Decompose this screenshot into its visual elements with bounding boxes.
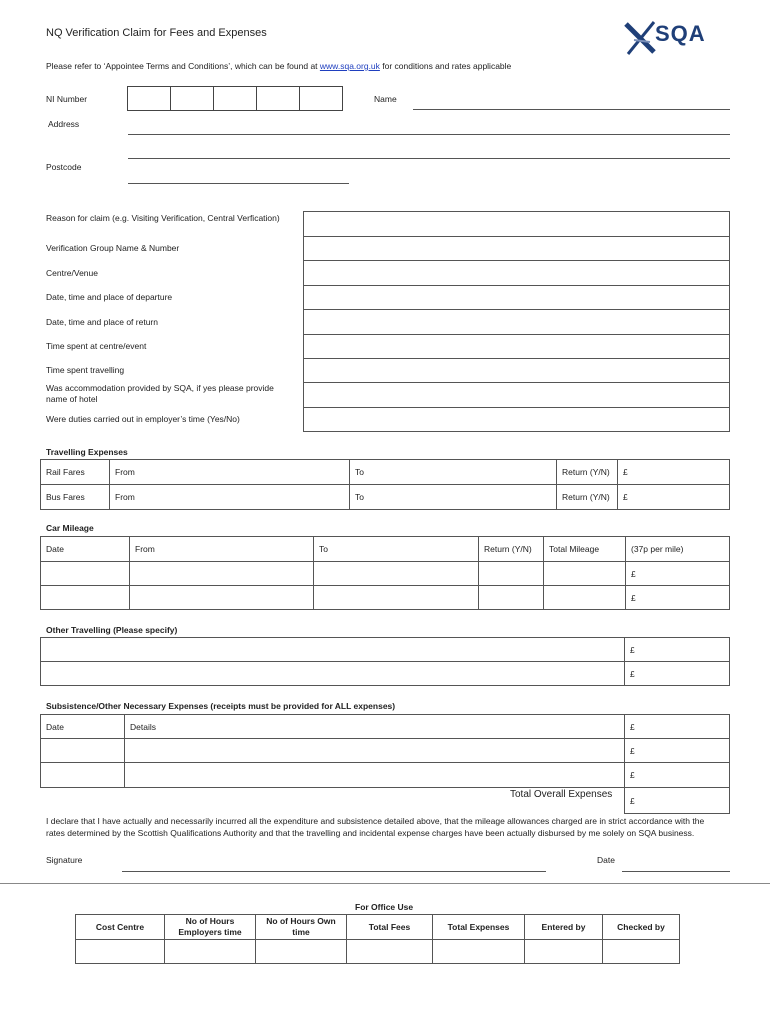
table-row — [76, 940, 680, 964]
travelling-table — [40, 459, 730, 510]
time-at-centre-input[interactable] — [304, 335, 730, 359]
return-field[interactable]: Return (Y/N) — [557, 460, 618, 485]
centre-label: Centre/Venue — [46, 268, 98, 278]
col-date: Date — [41, 715, 125, 739]
subsistence-heading: Subsistence/Other Necessary Expenses (receipts must be provided for ALL expenses) — [46, 701, 396, 711]
to-field[interactable]: To — [350, 485, 557, 510]
total-table — [624, 787, 730, 814]
reason-label: Reason for claim (e.g. Visiting Verification, Central Verfication) — [46, 213, 280, 223]
accommodation-input[interactable] — [304, 383, 730, 408]
declaration-text: I declare that I have actually and necessarily incurred all the expenditure and subsistence detailed above, that the mileage allowances charged are in strict accordance with the rates determined by the Scottish Qualifications Authority and that the travelling and incidental expense charges have been actually disbursed by me solely on SQA business. — [46, 816, 705, 838]
centre-input[interactable] — [304, 261, 730, 286]
amount-cell[interactable]: £ — [625, 739, 730, 763]
office-table — [75, 914, 680, 964]
ni-box[interactable] — [170, 86, 214, 111]
details-cell[interactable] — [125, 739, 625, 763]
ni-number-label: NI Number — [46, 94, 88, 104]
return-label: Date, time and place of return — [46, 317, 158, 327]
postcode-field[interactable] — [128, 183, 349, 184]
col-to: To — [314, 537, 479, 562]
reason-input[interactable] — [304, 212, 730, 237]
hours-employer-cell[interactable] — [165, 940, 256, 964]
col-from: From — [130, 537, 314, 562]
address-field-line-2[interactable] — [128, 158, 730, 159]
accommodation-label: Was accommodation provided by SQA, if yes please provide name of hotel — [46, 383, 274, 404]
mileage-cell[interactable] — [544, 586, 626, 610]
ni-box[interactable] — [127, 86, 171, 111]
table-row — [41, 763, 730, 788]
to-cell[interactable] — [314, 562, 479, 586]
office-heading: For Office Use — [355, 902, 414, 912]
col-return: Return (Y/N) — [479, 537, 544, 562]
time-travelling-input[interactable] — [304, 359, 730, 383]
travelling-heading: Travelling Expenses — [46, 447, 128, 457]
col-total-expenses: Total Expenses — [433, 915, 525, 940]
signature-field[interactable] — [122, 871, 546, 872]
col-checked-by: Checked by — [603, 915, 680, 940]
page-title: NQ Verification Claim for Fees and Expenses — [46, 27, 267, 39]
travel-type: Bus Fares — [41, 485, 110, 510]
table-row — [41, 739, 730, 763]
col-cost-centre: Cost Centre — [76, 915, 165, 940]
other-table — [40, 637, 730, 686]
ni-box[interactable] — [213, 86, 257, 111]
amount-cell[interactable]: £ — [625, 715, 730, 739]
ni-number-input[interactable] — [128, 86, 343, 111]
name-label: Name — [374, 94, 397, 104]
amount-field[interactable]: £ — [618, 485, 730, 510]
table-header-row — [41, 715, 730, 739]
from-cell[interactable] — [130, 562, 314, 586]
name-field[interactable] — [413, 109, 730, 110]
saltire-icon — [624, 18, 658, 58]
details-cell[interactable] — [125, 763, 625, 788]
divider — [0, 883, 770, 884]
car-table — [40, 536, 730, 610]
return-input[interactable] — [304, 310, 730, 335]
date-cell[interactable] — [41, 562, 130, 586]
checked-by-cell[interactable] — [603, 940, 680, 964]
return-field[interactable]: Return (Y/N) — [557, 485, 618, 510]
amount-cell[interactable]: £ — [625, 638, 730, 662]
group-label: Verification Group Name & Number — [46, 243, 180, 253]
other-details-cell[interactable] — [41, 662, 625, 686]
time-travelling-label: Time spent travelling — [46, 365, 125, 375]
from-cell[interactable] — [130, 586, 314, 610]
table-row — [41, 562, 730, 586]
col-hours-employer: No of Hours Employers time — [165, 915, 256, 940]
amount-cell[interactable]: £ — [626, 562, 730, 586]
date-label: Date — [597, 855, 615, 865]
table-row — [41, 485, 730, 510]
other-details-cell[interactable] — [41, 638, 625, 662]
postcode-label: Postcode — [46, 162, 82, 172]
ni-box[interactable] — [256, 86, 300, 111]
hours-own-cell[interactable] — [256, 940, 347, 964]
date-cell[interactable] — [41, 739, 125, 763]
signature-label: Signature — [46, 855, 83, 865]
table-row — [41, 586, 730, 610]
amount-field[interactable]: £ — [618, 460, 730, 485]
col-rate: (37p per mile) — [626, 537, 730, 562]
total-amount-cell[interactable]: £ — [625, 788, 730, 814]
ni-box[interactable] — [299, 86, 343, 111]
col-details: Details — [125, 715, 625, 739]
logo-text: SQA — [655, 21, 706, 46]
date-cell[interactable] — [41, 763, 125, 788]
travel-type: Rail Fares — [41, 460, 110, 485]
employer-time-label: Were duties carried out in employer’s time (Yes/No) — [46, 414, 240, 424]
date-cell[interactable] — [41, 586, 130, 610]
to-cell[interactable] — [314, 586, 479, 610]
col-total-mileage: Total Mileage — [544, 537, 626, 562]
departure-input[interactable] — [304, 286, 730, 310]
total-overall-label: Total Overall Expenses — [510, 789, 613, 800]
from-field[interactable]: From — [110, 485, 350, 510]
return-cell[interactable] — [479, 562, 544, 586]
departure-label: Date, time and place of departure — [46, 292, 173, 302]
table-header-row — [41, 537, 730, 562]
time-at-centre-label: Time spent at centre/event — [46, 341, 147, 351]
entered-by-cell[interactable] — [525, 940, 603, 964]
col-entered-by: Entered by — [525, 915, 603, 940]
from-field[interactable]: From — [110, 460, 350, 485]
sqa-link[interactable]: www.sqa.org.uk — [319, 61, 380, 71]
amount-cell[interactable]: £ — [626, 586, 730, 610]
cost-centre-cell[interactable] — [76, 940, 165, 964]
table-row — [41, 662, 730, 686]
col-date: Date — [41, 537, 130, 562]
subsistence-table — [40, 714, 730, 788]
reason-fields — [303, 211, 730, 432]
mileage-cell[interactable] — [544, 562, 626, 586]
return-cell[interactable] — [479, 586, 544, 610]
intro-text: Please refer to ‘Appointee Terms and Conditions’, which can be found at www.sqa.org.uk for conditions and rates applicable — [46, 61, 512, 71]
col-hours-own: No of Hours Own time — [256, 915, 347, 940]
to-field[interactable]: To — [350, 460, 557, 485]
table-row — [41, 460, 730, 485]
address-label: Address — [48, 119, 80, 129]
address-field-line-1[interactable] — [128, 134, 730, 135]
group-input[interactable] — [304, 237, 730, 261]
total-fees-cell[interactable] — [347, 940, 433, 964]
employer-time-input[interactable] — [304, 408, 730, 432]
table-header-row — [76, 915, 680, 940]
amount-cell[interactable]: £ — [625, 763, 730, 788]
amount-cell[interactable]: £ — [625, 662, 730, 686]
col-total-fees: Total Fees — [347, 915, 433, 940]
total-expenses-cell[interactable] — [433, 940, 525, 964]
date-field[interactable] — [622, 871, 730, 872]
table-row — [41, 638, 730, 662]
other-heading: Other Travelling (Please specify) — [46, 625, 178, 635]
car-heading: Car Mileage — [46, 523, 94, 533]
sqa-logo — [624, 16, 734, 58]
